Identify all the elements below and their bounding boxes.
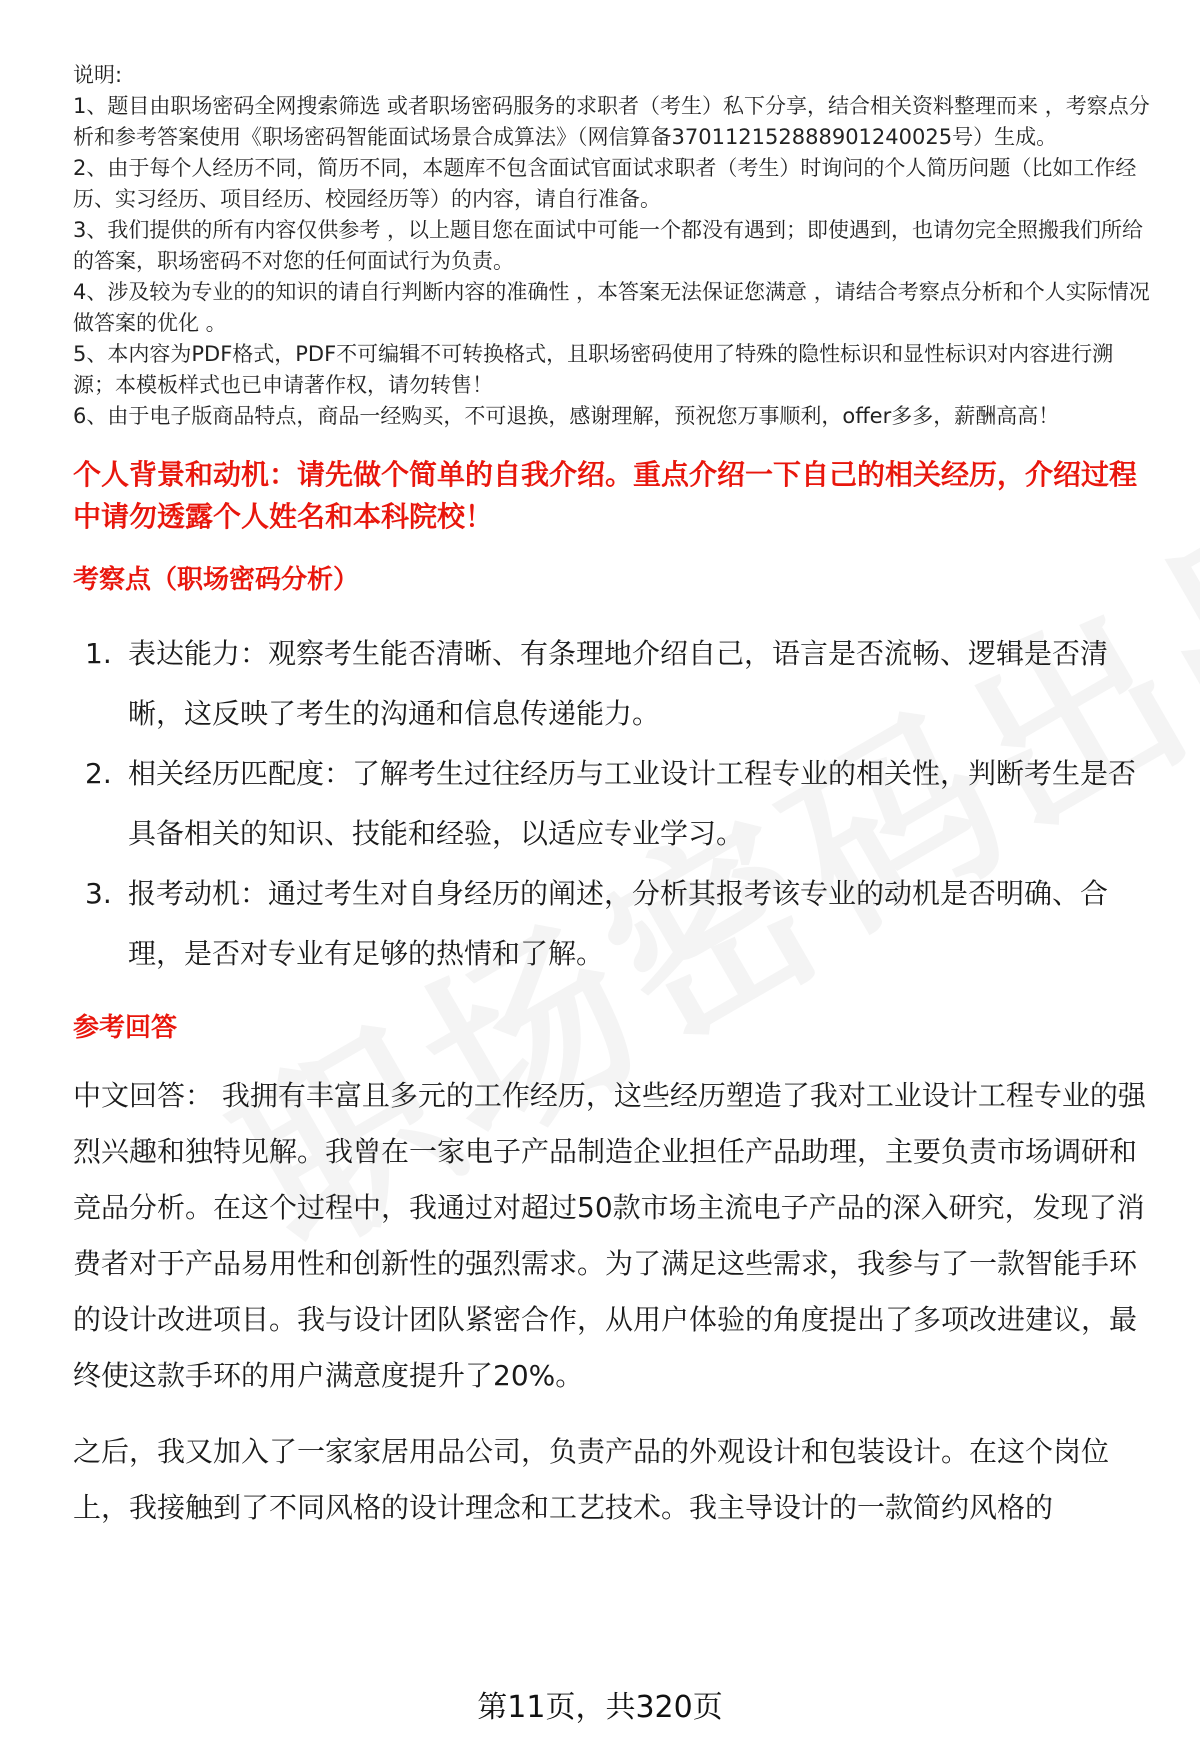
point-number: 2. — [85, 757, 112, 790]
analysis-points — [73, 624, 1153, 984]
page-number: 第11页，共320页 — [477, 1690, 723, 1725]
document-page — [73, 60, 1153, 1556]
analysis-point — [73, 744, 1153, 864]
point-number: 3. — [85, 877, 112, 910]
answer-paragraph: 之后，我又加入了一家家居用品公司，负责产品的外观设计和包装设计。在这个岗位上，我接触到了不同风格的设计理念和工艺技术。我主导设计的一款简约风格的 — [73, 1435, 1110, 1524]
notice-item: 5、本内容为PDF格式，PDF不可编辑不可转换格式，且职场密码使用了特殊的隐性标识和显性标识对内容进行溯源；本模板样式也已申请著作权，请勿转售！ — [73, 342, 1114, 397]
answer-heading: 参考回答 — [73, 1013, 178, 1043]
point-text: 表达能力：观察考生能否清晰、有条理地介绍自己，语言是否流畅、逻辑是否清晰，这反映了考生的沟通和信息传递能力。 — [128, 637, 1109, 730]
notice-item: 3、我们提供的所有内容仅供参考 ，以上题目您在面试中可能一个都没有遇到；即使遇到，也请勿完全照搬我们所给的答案，职场密码不对您的任何面试行为负责。 — [73, 218, 1144, 273]
notice-block — [73, 60, 1153, 432]
notice-item: 6、由于电子版商品特点，商品一经购买，不可退换，感谢理解，预祝您万事顺利，offer多多，薪酬高高！ — [73, 404, 1060, 428]
notice-item: 4、涉及较为专业的的知识的请自行判断内容的准确性 ，本答案无法保证您满意 ，请结合考察点分析和个人实际情况做答案的优化 。 — [73, 280, 1150, 335]
notice-item: 1、题目由职场密码全网搜索筛选 或者职场密码服务的求职者（考生）私下分享，结合相关资料整理而来 ，考察点分析和参考答案使用《职场密码智能面试场景合成算法》（网信算备370112152888901240025号）生成。 — [73, 94, 1150, 149]
notice-title: 说明: — [73, 63, 123, 87]
analysis-point — [73, 624, 1153, 744]
interview-question: 个人背景和动机：请先做个简单的自我介绍。重点介绍一下自己的相关经历，介绍过程中请勿透露个人姓名和本科院校！ — [73, 458, 1138, 533]
answer-body — [73, 1068, 1153, 1536]
analysis-point — [73, 864, 1153, 984]
point-text: 相关经历匹配度：了解考生过往经历与工业设计工程专业的相关性，判断考生是否具备相关的知识、技能和经验，以适应专业学习。 — [128, 757, 1137, 850]
point-text: 报考动机：通过考生对自身经历的阐述，分析其报考该专业的动机是否明确、合理，是否对专业有足够的热情和了解。 — [128, 877, 1109, 970]
analysis-heading: 考察点（职场密码分析） — [73, 565, 360, 595]
notice-item: 2、由于每个人经历不同，简历不同，本题库不包含面试官面试求职者（考生）时询问的个人简历问题（比如工作经历、实习经历、项目经历、校园经历等）的内容，请自行准备。 — [73, 156, 1137, 211]
answer-paragraph: 中文回答： 我拥有丰富且多元的工作经历，这些经历塑造了我对工业设计工程专业的强烈兴趣和独特见解。我曾在一家电子产品制造企业担任产品助理，主要负责市场调研和竞品分析。在这个过程中，我通过对超过50款市场主流电子产品的深入研究，发现了消费者对于产品易用性和创新性的强烈需求。为了满足这些需求，我参与了一款智能手环的设计改进项目。我与设计团队紧密合作，从用户体验的角度提出了多项改进建议，最终使这款手环的用户满意度提升了20%。 — [73, 1079, 1146, 1392]
point-number: 1. — [85, 637, 112, 670]
